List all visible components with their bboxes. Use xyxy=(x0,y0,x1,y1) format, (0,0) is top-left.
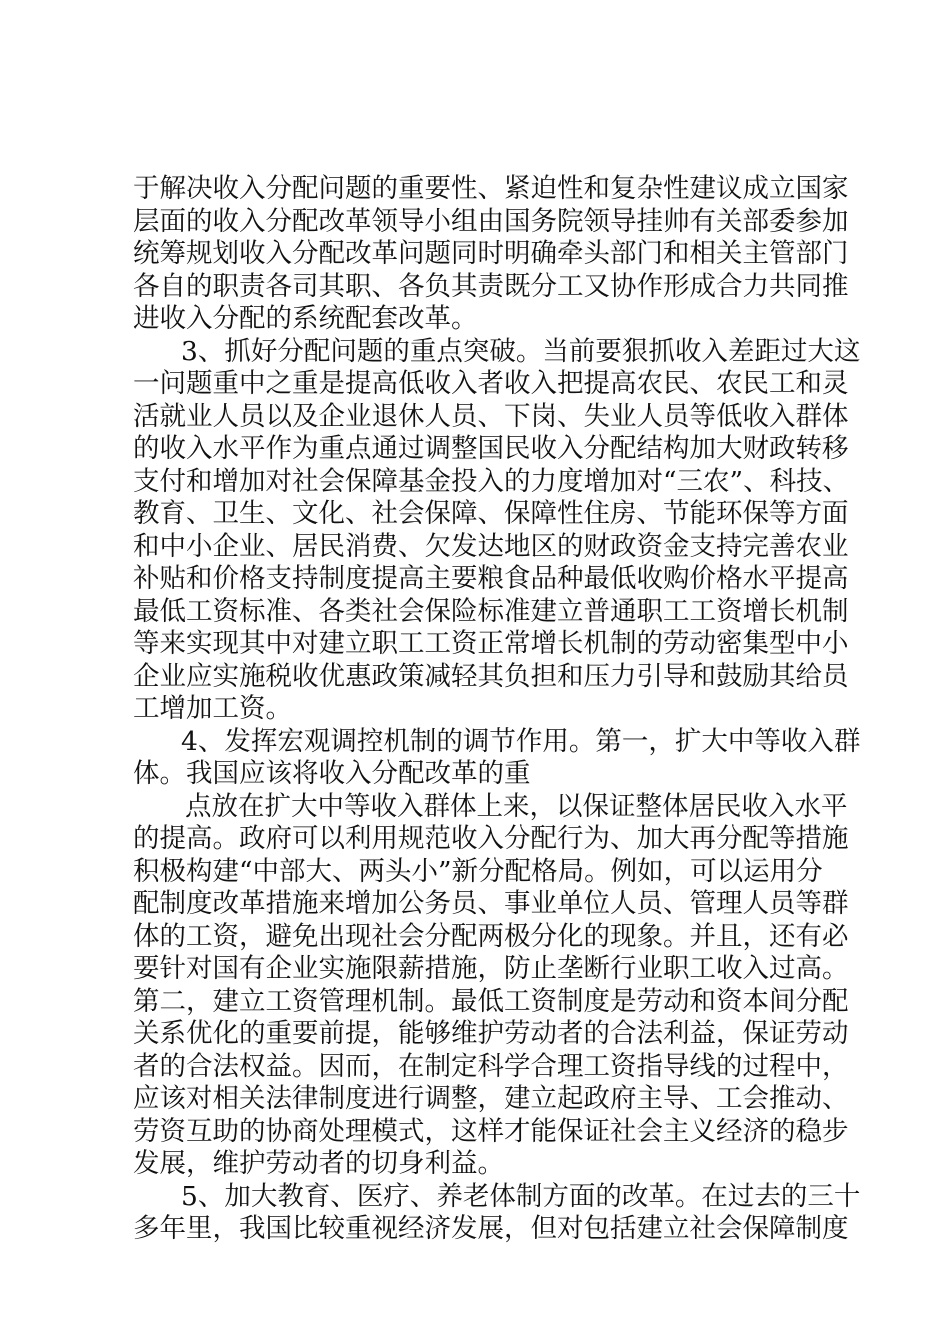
text-line: 和中小企业、居民消费、欠发达地区的财政资金支持完善农业 xyxy=(133,530,849,562)
text-line: 于解决收入分配问题的重要性、紧迫性和复杂性建议成立国家 xyxy=(133,173,849,204)
text-line: 一问题重中之重是提高低收入者收入把提高农民、农民工和灵 xyxy=(133,368,849,399)
paragraph-5-heading: 5、加大教育、医疗、养老体制方面的改革。在过去的三十 xyxy=(181,1180,861,1212)
paragraph-continuation: 点放在扩大中等收入群体上来，以保证整体居民收入水平 xyxy=(185,790,848,822)
text-line: 劳资互助的协商处理模式，这样才能保证社会主义经济的稳步 xyxy=(133,1115,849,1147)
text-line: 关系优化的重要前提，能够维护劳动者的合法利益，保证劳动 xyxy=(133,1018,849,1049)
text-line: 多年里，我国比较重视经济发展，但对包括建立社会保障制度 xyxy=(133,1213,849,1244)
text-line: 工增加工资。 xyxy=(133,693,292,724)
text-line: 的提高。政府可以利用规范收入分配行为、加大再分配等措施 xyxy=(133,823,849,854)
text-line: 第二，建立工资管理机制。最低工资制度是劳动和资本间分配 xyxy=(133,985,849,1017)
text-line: 发展，维护劳动者的切身利益。 xyxy=(133,1148,504,1179)
text-line: 各自的职责各司其职、各负其责既分工又协作形成合力共同推 xyxy=(133,270,849,302)
text-line: 等来实现其中对建立职工工资正常增长机制的劳动密集型中小 xyxy=(133,628,849,659)
text-line: 应该对相关法律制度进行调整，建立起政府主导、工会推动、 xyxy=(133,1083,849,1114)
paragraph-4-heading: 4、发挥宏观调控机制的调节作用。第一，扩大中等收入群 xyxy=(181,725,861,757)
text-line: 进收入分配的系统配套改革。 xyxy=(133,303,478,334)
paragraph-3-heading: 3、抓好分配问题的重点突破。当前要狠抓收入差距过大这 xyxy=(181,335,861,367)
document-body xyxy=(133,173,861,1246)
text-line: 补贴和价格支持制度提高主要粮食品种最低收购价格水平提高 xyxy=(133,563,849,594)
text-line: 层面的收入分配改革领导小组由国务院领导挂帅有关部委参加 xyxy=(133,205,849,237)
text-line: 者的合法权益。因而，在制定科学合理工资指导线的过程中， xyxy=(133,1050,849,1082)
text-line: 配制度改革措施来增加公务员、事业单位人员、管理人员等群 xyxy=(133,888,849,919)
text-line: 体的工资，避免出现社会分配两极分化的现象。并且，还有必 xyxy=(133,920,849,952)
text-line: 支付和增加对社会保障基金投入的力度增加对“三农”、科技、 xyxy=(133,465,850,497)
text-line: 积极构建“中部大、两头小”新分配格局。例如，可以运用分 xyxy=(133,855,823,887)
text-line: 活就业人员以及企业退休人员、下岗、失业人员等低收入群体 xyxy=(133,400,849,432)
text-line: 体。我国应该将收入分配改革的重 xyxy=(133,758,531,789)
text-line: 最低工资标准、各类社会保险标准建立普通职工工资增长机制 xyxy=(133,595,849,627)
text-line: 教育、卫生、文化、社会保障、保障性住房、节能环保等方面 xyxy=(133,498,849,529)
text-line: 统筹规划收入分配改革问题同时明确牵头部门和相关主管部门 xyxy=(133,238,849,269)
text-line: 企业应实施税收优惠政策减轻其负担和压力引导和鼓励其给员 xyxy=(133,660,849,692)
text-line: 的收入水平作为重点通过调整国民收入分配结构加大财政转移 xyxy=(133,433,849,464)
text-line: 要针对国有企业实施限薪措施，防止垄断行业职工收入过高。 xyxy=(133,953,849,984)
